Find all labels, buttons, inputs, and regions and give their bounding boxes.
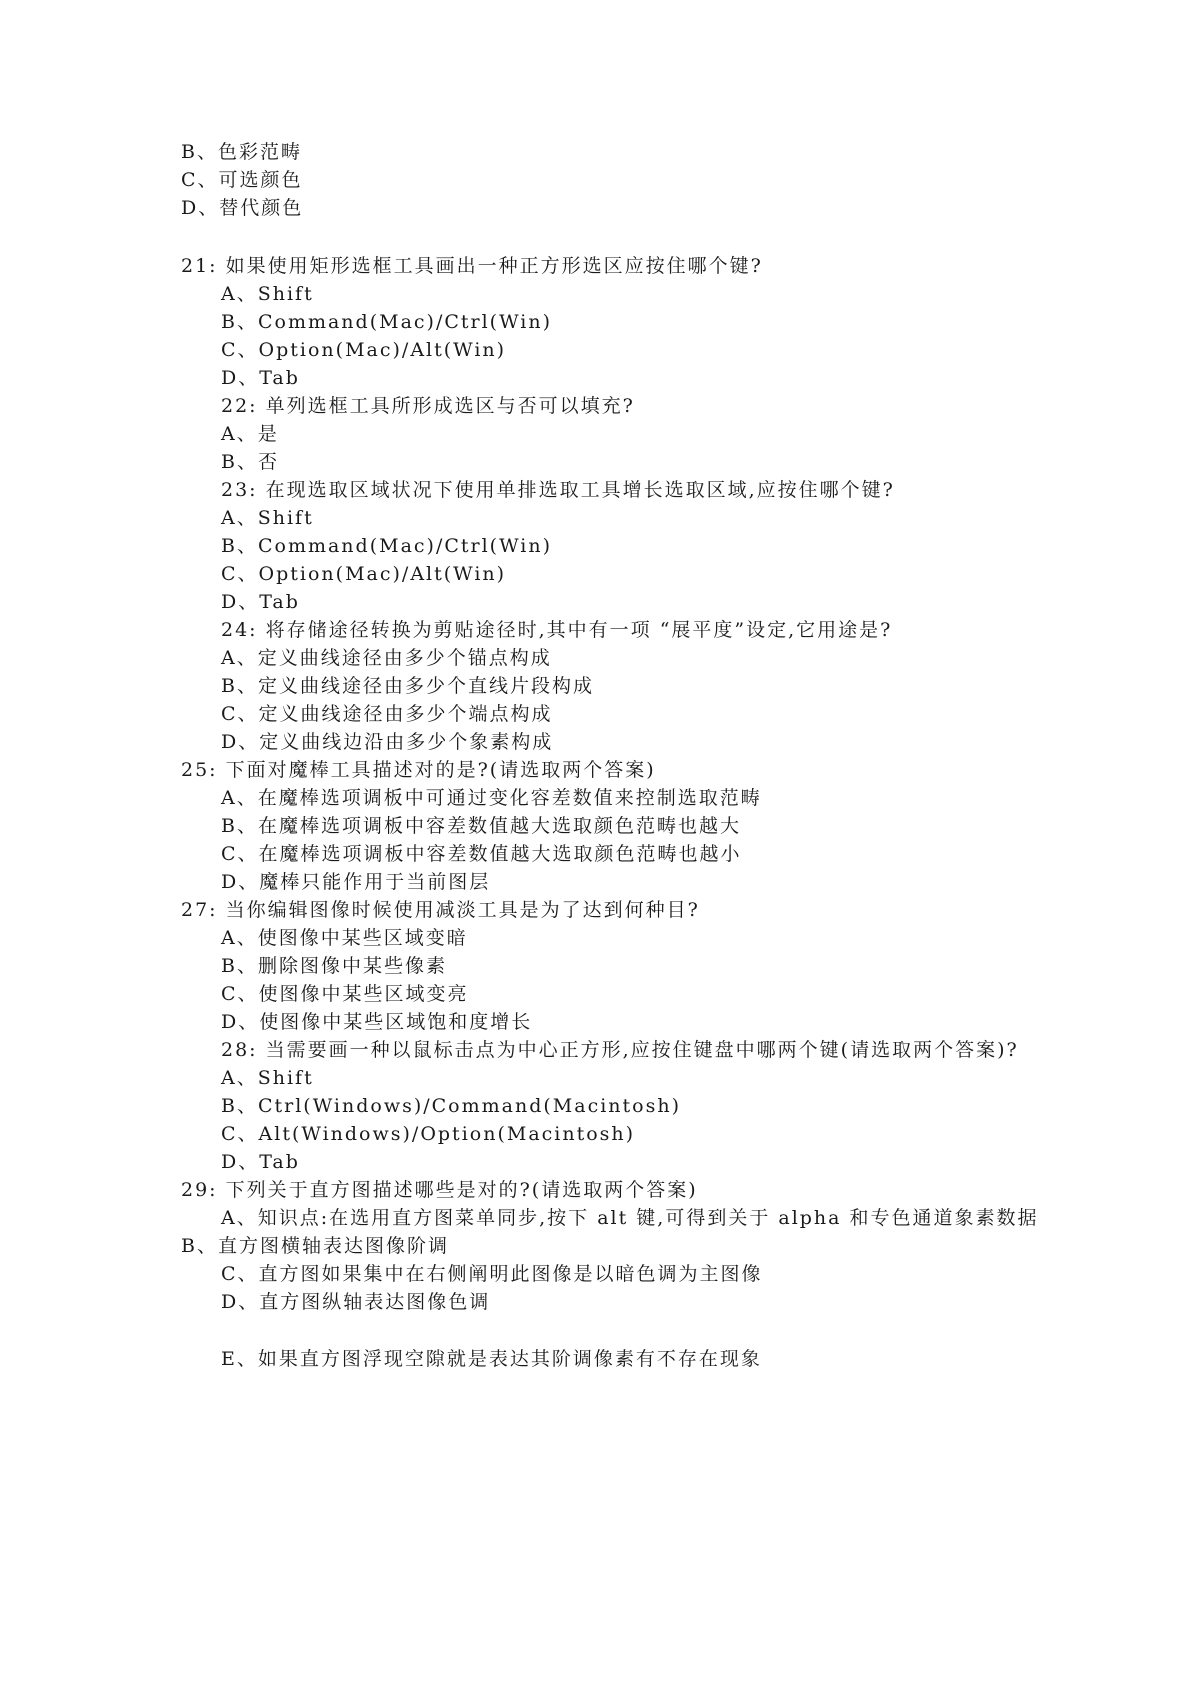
option-line: A、在魔棒选项调板中可通过变化容差数值来控制选取范畴	[221, 787, 762, 809]
question-23: 23: 在现选取区域状况下使用单排选取工具增长选取区域,应按住哪个键?	[221, 479, 895, 501]
option-line: A、知识点:在选用直方图菜单同步,按下 alt 键,可得到关于 alpha 和专色通道象素数据	[221, 1207, 1039, 1229]
option-line: C、定义曲线途径由多少个端点构成	[221, 703, 553, 725]
option-line: B、Ctrl(Windows)/Command(Macintosh)	[221, 1095, 682, 1117]
option-line: C、使图像中某些区域变亮	[221, 983, 469, 1005]
option-line: B、否	[221, 451, 279, 473]
option-line: E、如果直方图浮现空隙就是表达其阶调像素有不存在现象	[221, 1348, 762, 1370]
question-27: 27: 当你编辑图像时候使用减淡工具是为了达到何种目?	[181, 899, 700, 921]
option-line: D、魔棒只能作用于当前图层	[221, 871, 491, 893]
question-29: 29: 下列关于直方图描述哪些是对的?(请选取两个答案)	[181, 1179, 698, 1201]
question-28: 28: 当需要画一种以鼠标击点为中心正方形,应按住键盘中哪两个键(请选取两个答案)?	[221, 1039, 1019, 1061]
option-line: A、Shift	[221, 283, 314, 305]
question-24: 24: 将存储途径转换为剪贴途径时,其中有一项 “展平度”设定,它用途是?	[221, 619, 893, 641]
option-line: D、Tab	[221, 591, 300, 613]
question-25: 25: 下面对魔棒工具描述对的是?(请选取两个答案)	[181, 759, 656, 781]
question-21: 21: 如果使用矩形选框工具画出一种正方形选区应按住哪个键?	[181, 255, 763, 277]
option-line: C、Option(Mac)/Alt(Win)	[221, 563, 507, 585]
option-line: D、替代颜色	[181, 197, 304, 219]
option-line: D、直方图纵轴表达图像色调	[221, 1291, 491, 1313]
option-line: B、Command(Mac)/Ctrl(Win)	[221, 535, 553, 557]
option-line: D、定义曲线边沿由多少个象素构成	[221, 731, 554, 753]
option-line: D、Tab	[221, 367, 300, 389]
option-line: B、在魔棒选项调板中容差数值越大选取颜色范畴也越大	[221, 815, 741, 837]
option-line: A、定义曲线途径由多少个锚点构成	[221, 647, 552, 669]
option-line: C、可选颜色	[181, 169, 303, 191]
option-line: D、使图像中某些区域饱和度增长	[221, 1011, 533, 1033]
option-line: B、色彩范畴	[181, 141, 302, 163]
option-line: A、Shift	[221, 507, 314, 529]
option-line: B、直方图横轴表达图像阶调	[181, 1235, 449, 1257]
option-line: B、定义曲线途径由多少个直线片段构成	[221, 675, 594, 697]
option-line: C、Option(Mac)/Alt(Win)	[221, 339, 507, 361]
option-line: C、直方图如果集中在右侧阐明此图像是以暗色调为主图像	[221, 1263, 763, 1285]
option-line: C、Alt(Windows)/Option(Macintosh)	[221, 1123, 636, 1145]
option-line: D、Tab	[221, 1151, 300, 1173]
question-22: 22: 单列选框工具所形成选区与否可以填充?	[221, 395, 635, 417]
option-line: A、是	[221, 423, 279, 445]
option-line: C、在魔棒选项调板中容差数值越大选取颜色范畴也越小	[221, 843, 742, 865]
option-line: B、删除图像中某些像素	[221, 955, 447, 977]
option-line: B、Command(Mac)/Ctrl(Win)	[221, 311, 553, 333]
option-line: A、使图像中某些区域变暗	[221, 927, 468, 949]
option-line: A、Shift	[221, 1067, 314, 1089]
